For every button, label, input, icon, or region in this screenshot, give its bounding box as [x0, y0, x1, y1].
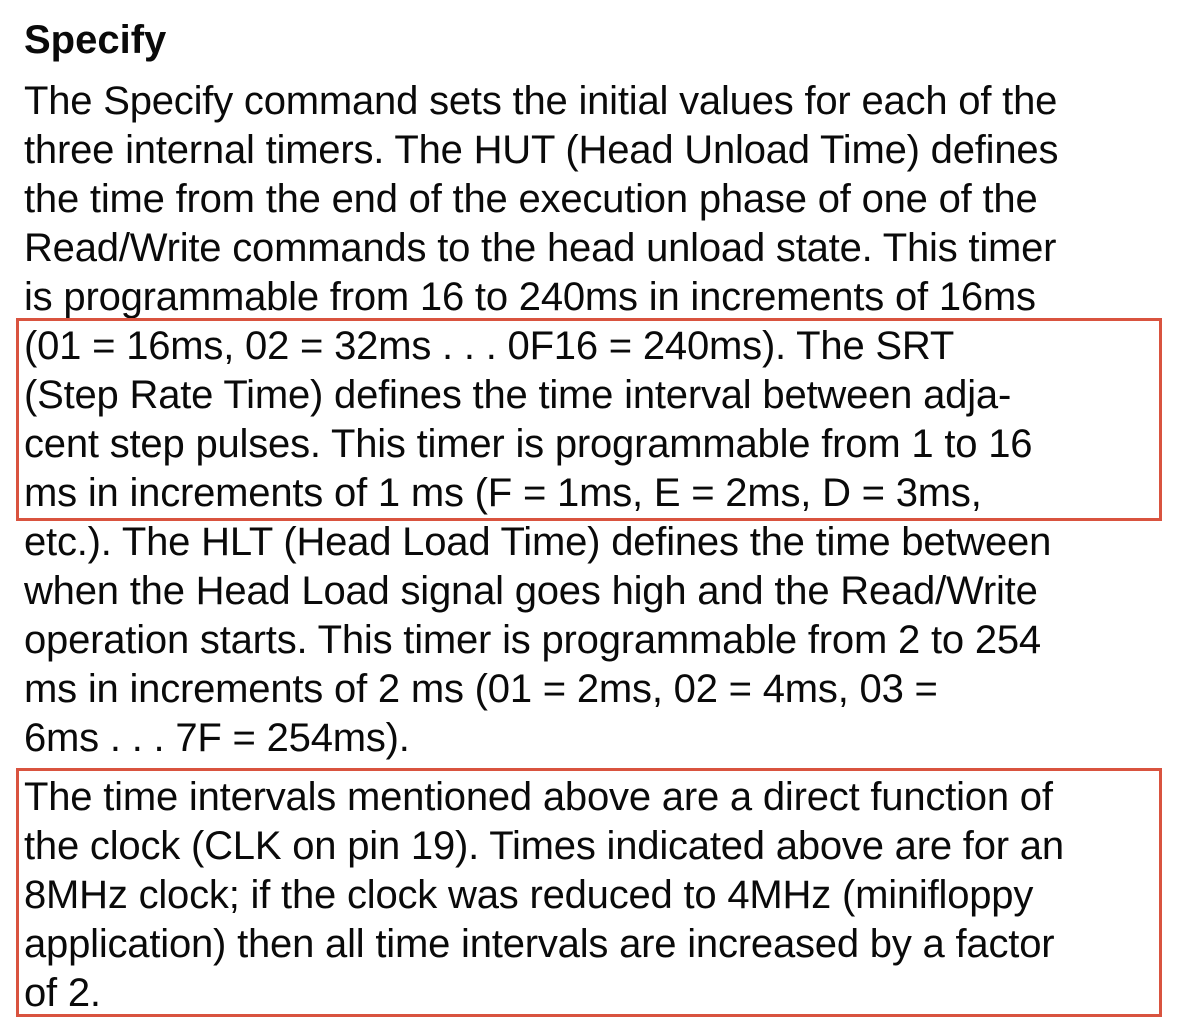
highlight-box-clock — [16, 768, 1162, 1017]
section-heading: Specify — [24, 18, 167, 62]
highlight-box-srt — [16, 318, 1162, 521]
text-line: ms in increments of 2 ms (01 = 2ms, 02 = 4ms, 03 = — [24, 667, 938, 711]
text-line: when the Head Load signal goes high and the Read/Write — [24, 569, 1038, 613]
text-line: the clock (CLK on pin 19). Times indicated above are for an — [24, 824, 1064, 868]
text-line: 6ms . . . 7F = 254ms). — [24, 716, 410, 760]
text-line: (Step Rate Time) defines the time interval between adja- — [24, 373, 1012, 417]
text-line: etc.). The HLT (Head Load Time) defines the time between — [24, 520, 1052, 564]
text-line: The time intervals mentioned above are a direct function of — [24, 775, 1053, 819]
text-line: (01 = 16ms, 02 = 32ms . . . 0F16 = 240ms). The SRT — [24, 324, 955, 368]
text-line: operation starts. This timer is programmable from 2 to 254 — [24, 618, 1041, 662]
text-line: Read/Write commands to the head unload state. This timer — [24, 226, 1057, 270]
text-line: cent step pulses. This timer is programmable from 1 to 16 — [24, 422, 1033, 466]
text-line: 8MHz clock; if the clock was reduced to 4MHz (minifloppy — [24, 873, 1034, 917]
text-line: of 2. — [24, 971, 101, 1015]
text-line: The Specify command sets the initial values for each of the — [24, 79, 1058, 123]
text-line: three internal timers. The HUT (Head Unload Time) defines — [24, 128, 1059, 172]
text-line: ms in increments of 1 ms (F = 1ms, E = 2ms, D = 3ms, — [24, 471, 982, 515]
text-line: the time from the end of the execution phase of one of the — [24, 177, 1038, 221]
text-line: application) then all time intervals are increased by a factor — [24, 922, 1055, 966]
text-line: is programmable from 16 to 240ms in increments of 16ms — [24, 275, 1036, 319]
